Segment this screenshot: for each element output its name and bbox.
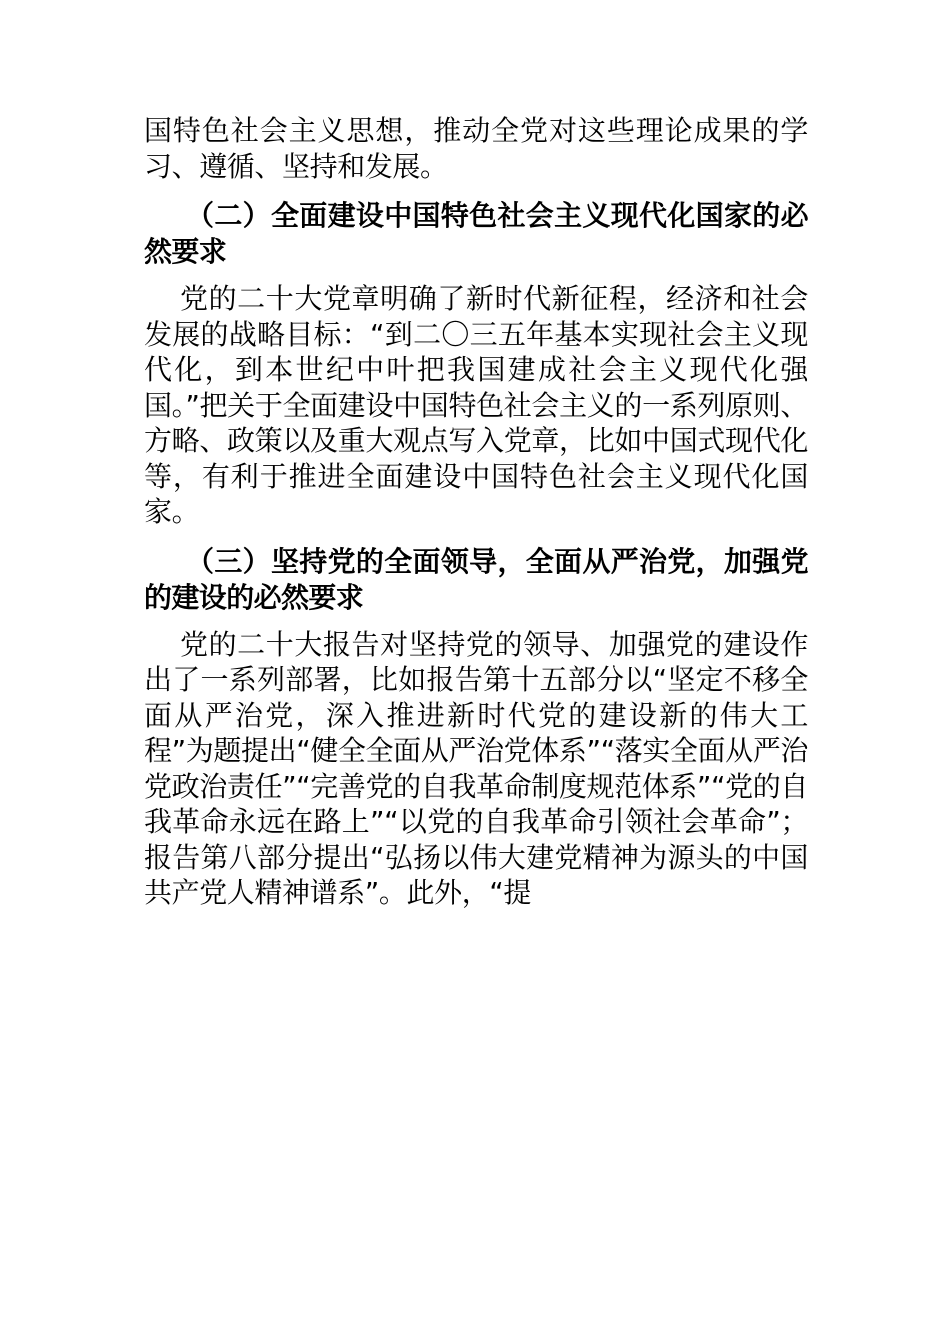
section-heading-3: （三）坚持党的全面领导，全面从严治党，加强党的建设的必然要求 bbox=[144, 544, 808, 614]
document-page bbox=[144, 113, 808, 911]
section-heading-2: （二）全面建设中国特色社会主义现代化国家的必然要求 bbox=[144, 199, 808, 268]
body-paragraph-continuation: 国特色社会主义思想，推动全党对这些理论成果的学习、遵循、坚持和发展。 bbox=[144, 114, 808, 183]
body-paragraph-section-2: 党的二十大党章明确了新时代新征程，经济和社会发展的战略目标：“到二〇三五年基本实现社会主义现代化，到本世纪中叶把我国建成社会主义现代化强国。”把关于全面建设中国特色社会主义的一系列原则、方略、政策以及重大观点写入党章，比如中国式现代化等，有利于推进全面建设中国特色社会主义现代化国家。 bbox=[144, 282, 808, 528]
body-paragraph-section-3: 党的二十大报告对坚持党的领导、加强党的建设作出了一系列部署，比如报告第十五部分以“坚定不移全面从严治党，深入推进新时代党的建设新的伟大工程”为题提出“健全全面从严治党体系”“落实全面从严治党政治责任”“完善党的自我革命制度规范体系”“党的自我革命永远在路上”“以党的自我革命引领社会革命”；报告第八部分提出“弘扬以伟大建党精神为源头的中国共产党人精神谱系”。此外，“提 bbox=[144, 627, 808, 909]
